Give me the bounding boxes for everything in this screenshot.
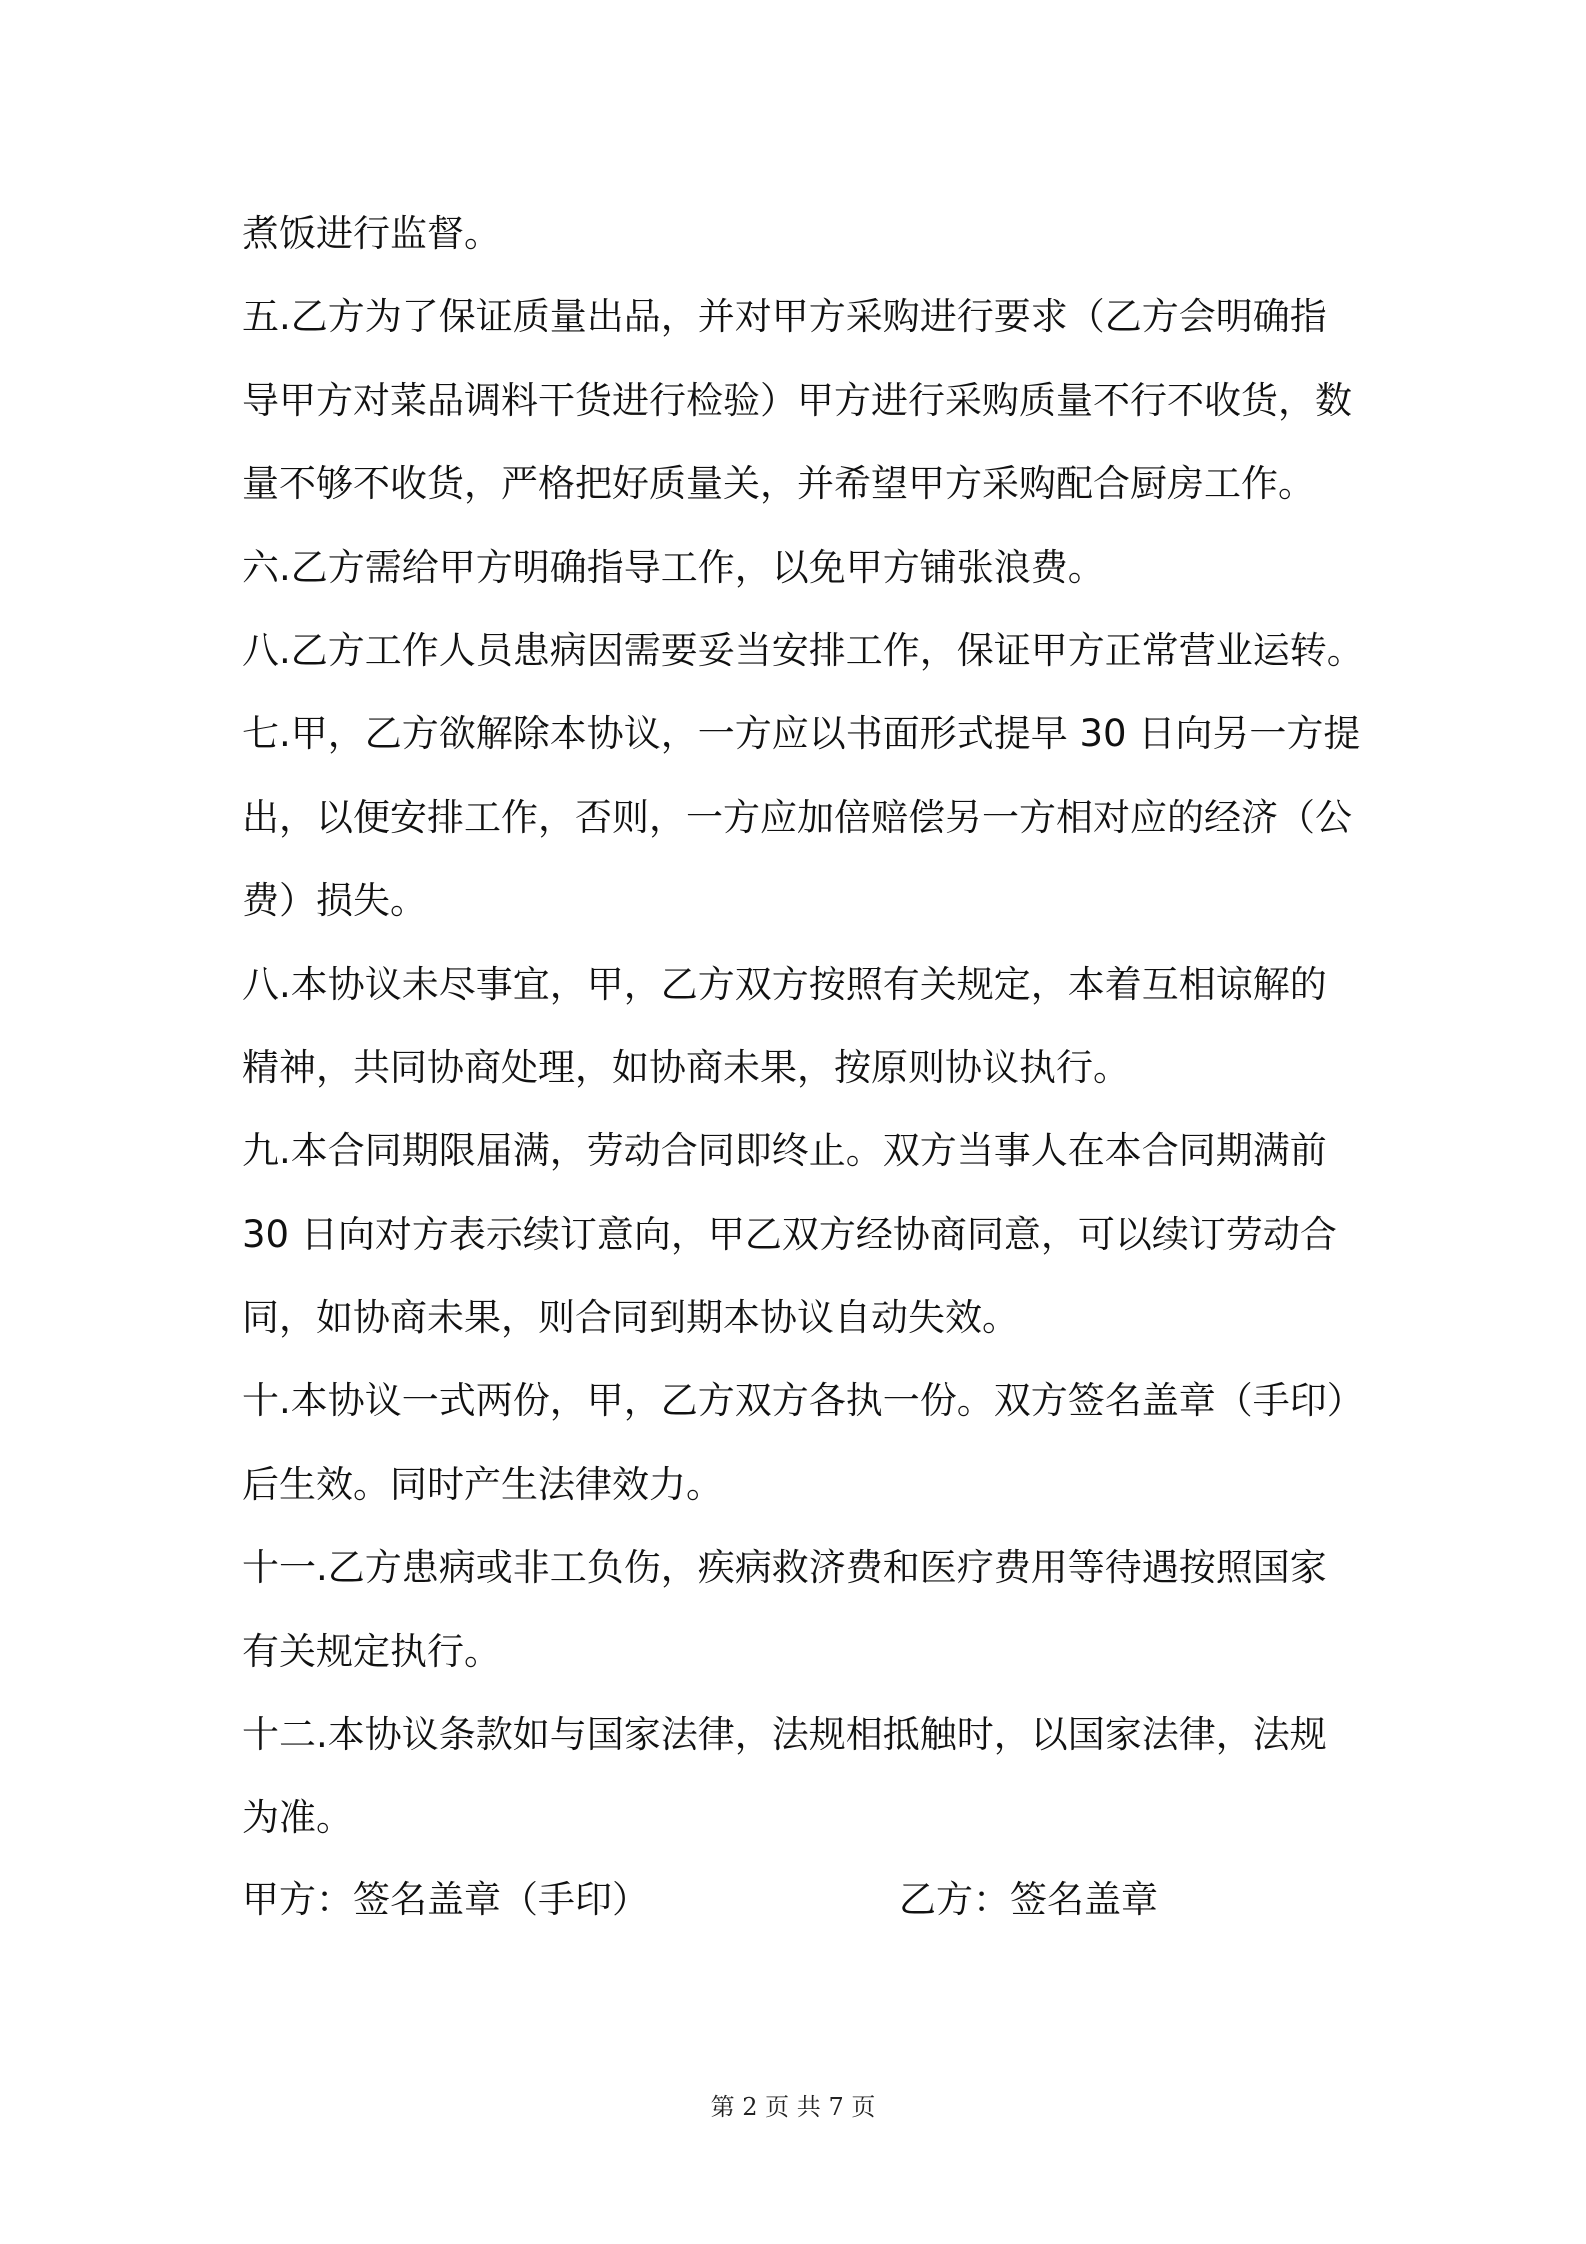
text-line: 五.乙方为了保证质量出品，并对甲方采购进行要求（乙方会明确指 — [242, 295, 1327, 339]
text-line: 十.本协议一式两份，甲，乙方双方各执一份。双方签名盖章（手印） — [242, 1379, 1364, 1423]
party-b-signature: 乙方：签名盖章 — [899, 1878, 1158, 1921]
text-line: 七.甲，乙方欲解除本协议，一方应以书面形式提早 30 日向另一方提 — [242, 712, 1361, 756]
signature-row — [242, 1870, 1372, 1930]
text-line: 出，以便安排工作，否则，一方应加倍赔偿另一方相对应的经济（公 — [242, 795, 1352, 839]
text-line: 量不够不收货，严格把好质量关，并希望甲方采购配合厨房工作。 — [242, 462, 1315, 506]
text-line: 六.乙方需给甲方明确指导工作，以免甲方铺张浪费。 — [242, 545, 1105, 589]
text-line: 精神，共同协商处理，如协商未果，按原则协议执行。 — [242, 1045, 1130, 1089]
page-number: 第 2 页 共 7 页 — [710, 2093, 876, 2121]
text-line: 30 日向对方表示续订意向，甲乙双方经协商同意，可以续订劳动合 — [242, 1212, 1337, 1256]
text-line: 有关规定执行。 — [242, 1629, 501, 1673]
text-line: 为准。 — [242, 1796, 353, 1840]
party-a-signature: 甲方：签名盖章（手印） — [242, 1878, 649, 1921]
text-line: 九.本合同期限届满，劳动合同即终止。双方当事人在本合同期满前 — [242, 1129, 1327, 1173]
text-line: 费）损失。 — [242, 879, 427, 923]
document-body — [242, 192, 1372, 1860]
text-line: 八.乙方工作人员患病因需要妥当安排工作，保证甲方正常营业运转。 — [242, 628, 1364, 672]
text-line: 煮饭进行监督。 — [242, 212, 501, 255]
text-line: 八.本协议未尽事宜，甲，乙方双方按照有关规定，本着互相谅解的 — [242, 962, 1327, 1006]
text-line: 后生效。同时产生法律效力。 — [242, 1462, 723, 1506]
text-line: 十二.本协议条款如与国家法律，法规相抵触时，以国家法律，法规 — [242, 1713, 1327, 1757]
text-line: 同，如协商未果，则合同到期本协议自动失效。 — [242, 1296, 1019, 1340]
text-line: 十一.乙方患病或非工负伤，疾病救济费和医疗费用等待遇按照国家 — [242, 1546, 1327, 1590]
text-line: 导甲方对菜品调料干货进行检验）甲方进行采购质量不行不收货，数 — [242, 378, 1352, 422]
